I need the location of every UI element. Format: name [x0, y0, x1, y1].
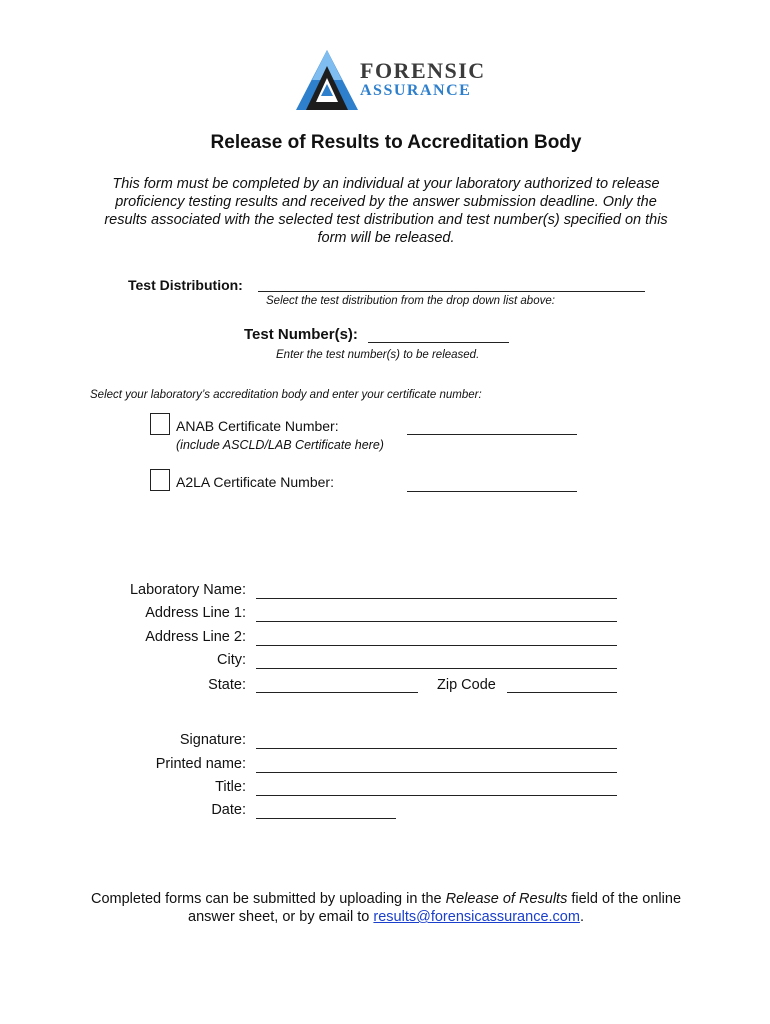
title-field[interactable]: [256, 795, 617, 796]
test-numbers-hint: Enter the test number(s) to be released.: [276, 349, 480, 361]
printed-name-field[interactable]: [256, 772, 617, 773]
email-link[interactable]: results@forensicassurance.com: [373, 909, 580, 925]
a2la-certificate-field[interactable]: [407, 491, 577, 492]
test-numbers-label: Test Number(s):: [244, 326, 358, 343]
date-label: Date:: [211, 802, 246, 818]
laboratory-name-label: Laboratory Name:: [129, 582, 246, 598]
zip-code-field[interactable]: [507, 692, 617, 693]
printed-name-label: Printed name:: [155, 756, 246, 772]
address-line-2-field[interactable]: [256, 645, 617, 646]
address-line-2-label: Address Line 2:: [145, 629, 246, 645]
a2la-label: A2LA Certificate Number:: [176, 474, 334, 490]
intro-text: This form must be completed by an individual at your laboratory authorized to release proficiency testing results and received by the answer submission deadline. Only the results associated with the selected test distribution and test number(s) specified on this form will be released.: [104, 176, 668, 246]
submission-instructions: [70, 890, 702, 926]
signature-label: Signature:: [179, 732, 246, 748]
signature-field[interactable]: [256, 748, 617, 749]
logo-text-assurance: ASSURANCE: [360, 82, 472, 99]
footer-emphasis: Release of Results: [445, 891, 568, 907]
page-title: Release of Results to Accreditation Body: [210, 132, 582, 153]
state-field[interactable]: [256, 692, 418, 693]
footer-text-2: field of the online answer sheet, or by email to: [188, 891, 682, 925]
city-label: City:: [217, 652, 246, 668]
footer-text-3: .: [579, 909, 584, 925]
test-distribution-label: Test Distribution:: [128, 277, 243, 293]
anab-checkbox[interactable]: [150, 413, 170, 435]
city-field[interactable]: [256, 668, 617, 669]
accreditation-instruction: Select your laboratory’s accreditation body and enter your certificate number:: [90, 389, 482, 401]
date-field[interactable]: [256, 818, 396, 819]
title-label: Title:: [215, 779, 246, 795]
a2la-checkbox[interactable]: [150, 469, 170, 491]
state-label: State:: [208, 677, 246, 693]
triangle-a-logo-icon: [292, 48, 362, 114]
test-distribution-field[interactable]: [258, 291, 645, 292]
address-line-1-field[interactable]: [256, 621, 617, 622]
anab-certificate-field[interactable]: [407, 434, 577, 435]
anab-note: (include ASCLD/LAB Certificate here): [176, 438, 384, 452]
zip-code-label: Zip Code: [437, 677, 496, 693]
footer-text-1: Completed forms can be submitted by uploading in the: [90, 891, 446, 907]
anab-label: ANAB Certificate Number:: [176, 418, 339, 434]
test-distribution-hint: Select the test distribution from the drop down list above:: [266, 295, 555, 307]
address-line-1-label: Address Line 1:: [145, 605, 246, 621]
logo-text-forensic: FORENSIC: [360, 58, 486, 83]
test-numbers-field[interactable]: [368, 342, 509, 343]
laboratory-name-field[interactable]: [256, 598, 617, 599]
